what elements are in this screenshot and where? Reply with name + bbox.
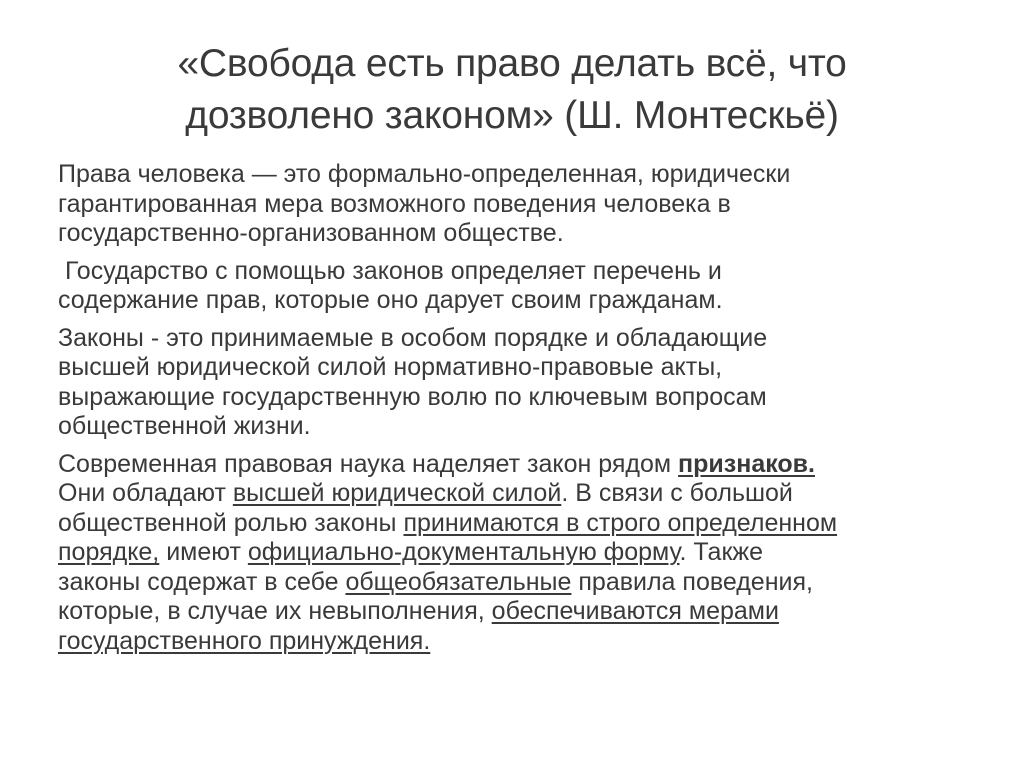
text-run: которые, в случае их невыполнения, [58,597,492,625]
paragraph-laws-definition [58,324,968,442]
text-run: . В связи с большой [561,479,793,507]
text-line: выражающие государственную волю по ключевым вопросам [58,382,767,411]
text-run: . Также [679,538,764,566]
text-line: гарантированная мера возможного поведения человека в [58,189,731,218]
text-line: Законы - это принимаемые в особом порядке и обладающие [58,323,768,352]
underlined-official-form: официально-документальную форму [247,538,680,566]
text-line [58,597,968,627]
title-line: дозволено законом» (Ш. Монтескьё) [185,94,839,137]
text-line [58,627,968,657]
text-line: Права человека — это формально-определенная, юридически [58,160,791,188]
underlined-procedure: порядке, [58,538,160,566]
underlined-adopted-procedure: принимаются в строго определенном [403,508,838,537]
text-line: государственно-организованном обществе. [58,219,564,247]
text-line [58,568,968,598]
text-line [58,509,968,539]
text-run: Современная правовая наука наделяет закон рядом [58,449,679,478]
paragraph-human-rights [58,160,968,249]
text-run: Они обладают [58,479,233,507]
text-run: законы содержат в себе [58,567,346,596]
paragraph-law-features [58,450,968,657]
text-line [58,450,968,480]
text-line: Государство с помощью законов определяет перечень и [58,256,722,285]
text-line: содержание прав, которые оно дарует своим гражданам. [58,286,723,314]
title-line: «Свобода есть право делать всё, что [177,42,847,85]
text-line: общественной жизни. [58,412,311,440]
emphasis-features: признаков. [678,449,815,478]
text-run: имеют [159,538,248,566]
text-line [58,538,968,568]
text-line [58,479,968,509]
slide-body [58,160,968,664]
underlined-coercion: государственного принуждения. [58,626,431,655]
paragraph-state-laws [58,257,968,316]
slide-title [70,38,954,142]
text-line: высшей юридической силой нормативно-правовые акты, [58,353,723,381]
text-run: правила поведения, [571,567,813,596]
underlined-mandatory: общеобязательные [345,567,572,596]
text-run: общественной ролью законы [58,508,404,537]
underlined-supreme-force: высшей юридической силой [232,479,562,507]
underlined-enforced: обеспечиваются мерами [491,597,779,625]
